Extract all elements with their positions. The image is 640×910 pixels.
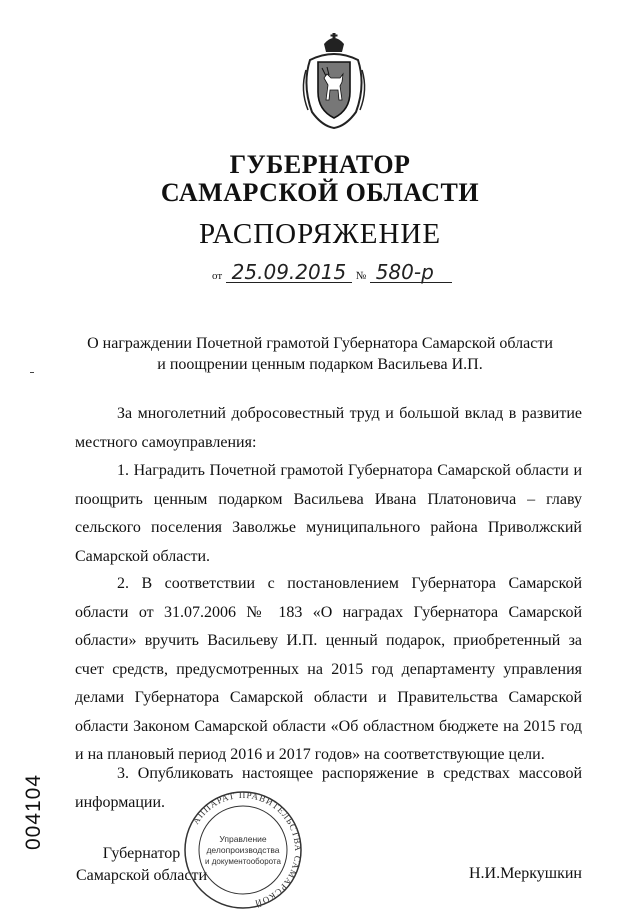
number-prefix: № [355, 270, 367, 282]
subject-line1: О награждении Почетной грамотой Губернатора Самарской области [87, 335, 553, 352]
issuer-title-line2: САМАРСКОЙ ОБЛАСТИ [160, 178, 480, 207]
date-number-line [212, 262, 452, 284]
signatory-name: Н.И.Меркушкин [469, 865, 582, 882]
item-2-paragraph: 2. В соответствии с постановлением Губернатора Самарской области от 31.07.2006 № 183 «О наградах Губернатора Самарской области» вручить Васильеву И.П. ценный подарок, приобретенный за счет средств, предусмотренных на 2015 год департаменту управления делами Губернатора Самарской области и Правительства Самарской области Законом Самарской области «Об областном бюджете на 2015 год и на плановый период 2016 и 2017 годов» на соответствующие цели. [75, 575, 582, 763]
stamp-line2: делопроизводства [206, 845, 280, 855]
signatory-position-line2: Самарской области [76, 867, 207, 884]
subject-line2: и поощрении ценным подарком Васильева И.П. [157, 356, 483, 373]
document-type: РАСПОРЯЖЕНИЕ [198, 218, 442, 250]
official-stamp [178, 790, 308, 910]
date-prefix: от [212, 270, 223, 282]
registration-number-text: 004104 [22, 773, 46, 851]
coat-of-arms-icon [296, 30, 372, 130]
signatory-position-line1: Губернатор [102, 845, 181, 862]
registration-number [18, 773, 60, 858]
item-1-paragraph: 1. Наградить Почетной грамотой Губернатора Самарской области и поощрить ценным подарком Васильева Ивана Платоновича – главу сельского поселения Заволжье муниципального района Приволжский Самарской области. [75, 462, 582, 565]
stamp-line3: и документооборота [205, 857, 281, 866]
margin-mark [30, 372, 34, 373]
issuer-title-line1: ГУБЕРНАТОР [229, 150, 411, 179]
item-3-paragraph: 3. Опубликовать настоящее распоряжение в средствах массовой информации. [75, 765, 582, 811]
intro-paragraph: За многолетний добросовестный труд и большой вклад в развитие местного самоуправления: [75, 405, 582, 451]
number-value: 580-р [370, 262, 452, 283]
date-value: 25.09.2015 [226, 262, 353, 283]
stamp-line1: Управление [219, 834, 267, 844]
stamp-ring-text: АППАРАТ ПРАВИТЕЛЬСТВА САМАРСКОЙ [190, 790, 304, 909]
